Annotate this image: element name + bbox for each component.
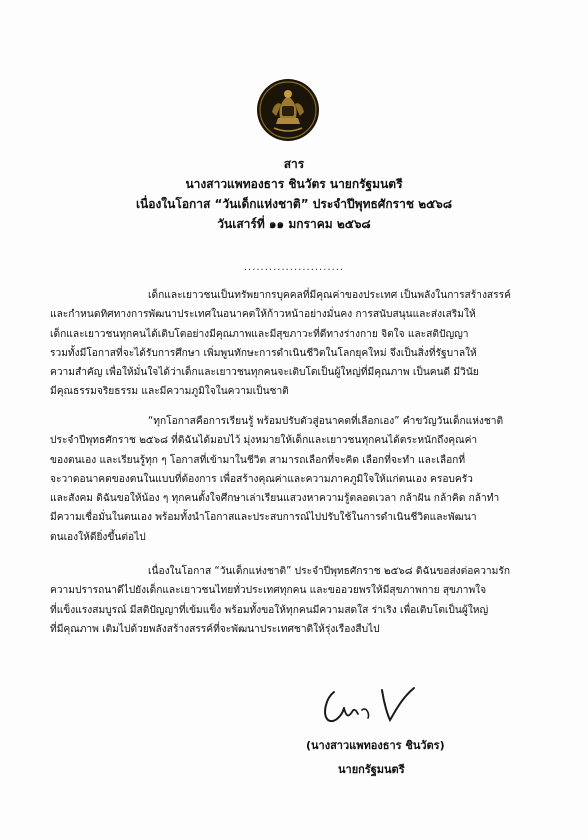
paragraph-line: เด็กและเยาวชนเป็นทรัพยากรบุคคลที่มีคุณค่าของประเทศ เป็นพลังในการสร้างสรรค์ [148,290,511,301]
paragraph-1 [50,286,548,402]
paragraph-2 [50,412,548,547]
paragraph-line: ความปรารถนาดีไปยังเด็กและเยาวชนไทยทั่วประเทศทุกคน และขออวยพรให้มีสุขภาพกาย สุขภาพใจ [50,585,487,597]
thai-government-seal-icon [256,78,320,142]
separator: ........................ [243,262,345,273]
paragraph-line: เด็กและเยาวชนทุกคนได้เติบโตอย่างมีคุณภาพและมีสุขภาวะที่ดีทางร่างกาย จิตใจ และสติปัญญา [50,328,469,340]
paragraph-3 [50,562,548,639]
paragraph-line: และสังคม ดิฉันขอให้น้อง ๆ ทุกคนตั้งใจศึกษาเล่าเรียนแสวงหาความรู้ตลอดเวลา กล้าฝัน กล้าคิด กล้าทำ [50,493,500,505]
handwritten-signature [318,680,428,728]
signatory-position: นายกรัฐมนตรี [338,763,405,776]
sender-line: นางสาวแพทองธาร ชินวัตร นายกรัฐมนตรี [185,177,403,191]
paragraph-line: ที่มีคุณภาพ เติมไปด้วยพลังสร้างสรรค์ที่จะพัฒนาประเทศชาติให้รุ่งเรืองสืบไป [50,623,380,635]
paragraph-line: ประจำปีพุทธศักราช ๒๕๖๘ ที่ดิฉันได้มอบไว้ มุ่งหมายให้เด็กและเยาวชนทุกคนได้ตระหนักถึงคุณค่า [50,435,478,447]
paragraph-line: และกำหนดทิศทางการพัฒนาประเทศในอนาคตให้ก้าวหน้าอย่างมั่นคง การสนับสนุนและส่งเสริมให้ [50,309,476,321]
paragraph-line: มีคุณธรรมจริยธรรม และมีความภูมิใจในความเป็นชาติ [50,386,289,398]
paragraph-line: ความสำคัญ เพื่อให้มั่นใจได้ว่าเด็กและเยาวชนทุกคนจะเติบโตเป็นผู้ใหญ่ที่มีคุณภาพ เป็นคนดี มีวินัย [50,367,479,379]
paragraph-line: จะวาดอนาคตของตนในแบบที่ต้องการ เพื่อสร้างคุณค่าและความภาคภูมิใจให้แก่ตนเอง ครอบครัว [50,473,473,485]
occasion-line: เนื่องในโอกาส “วันเด็กแห่งชาติ” ประจำปีพุทธศักราช ๒๕๖๘ [135,197,453,211]
signatory-name: (นางสาวแพทองธาร ชินวัตร) [306,739,445,752]
paragraph-line: “ทุกโอกาสคือการเรียนรู้ พร้อมปรับตัวสู่อนาคตที่เลือกเอง” คำขวัญวันเด็กแห่งชาติ [148,416,504,427]
date-line: วันเสาร์ที่ ๑๑ มกราคม ๒๕๖๘ [217,217,371,231]
paragraph-line: มีความเชื่อมั่นในตนเอง พร้อมทั้งนำโอกาสและประสบการณ์ไปปรับใช้ในการดำเนินชีวิตและพัฒนา [50,512,477,524]
paragraph-line: ของตนเอง และเรียนรู้ทุก ๆ โอกาสที่เข้ามาในชีวิต สามารถเลือกที่จะคิด เลือกที่จะทำ และเลือกที่ [50,454,466,466]
header-block [0,154,588,234]
paragraph-line: ที่แข็งแรงสมบูรณ์ มีสติปัญญาที่เข้มแข็ง พร้อมทั้งขอให้ทุกคนมีความสดใส ร่าเริง เพื่อเติบโตเป็นผู้ใหญ่ [50,604,489,616]
paragraph-line: รวมทั้งมีโอกาสที่จะได้รับการศึกษา เพิ่มพูนทักษะการดำเนินชีวิตในโลกยุคใหม่ จึงเป็นสิ่งที่รัฐบาลให้ [50,347,477,359]
paragraph-line: เนื่องในโอกาส “วันเด็กแห่งชาติ” ประจำปีพุทธศักราช ๒๕๖๘ ดิฉันขอส่งต่อความรัก [148,566,510,577]
paragraph-line: ตนเองให้ดียิ่งขึ้นต่อไป [50,531,146,543]
title: สาร [283,157,305,171]
